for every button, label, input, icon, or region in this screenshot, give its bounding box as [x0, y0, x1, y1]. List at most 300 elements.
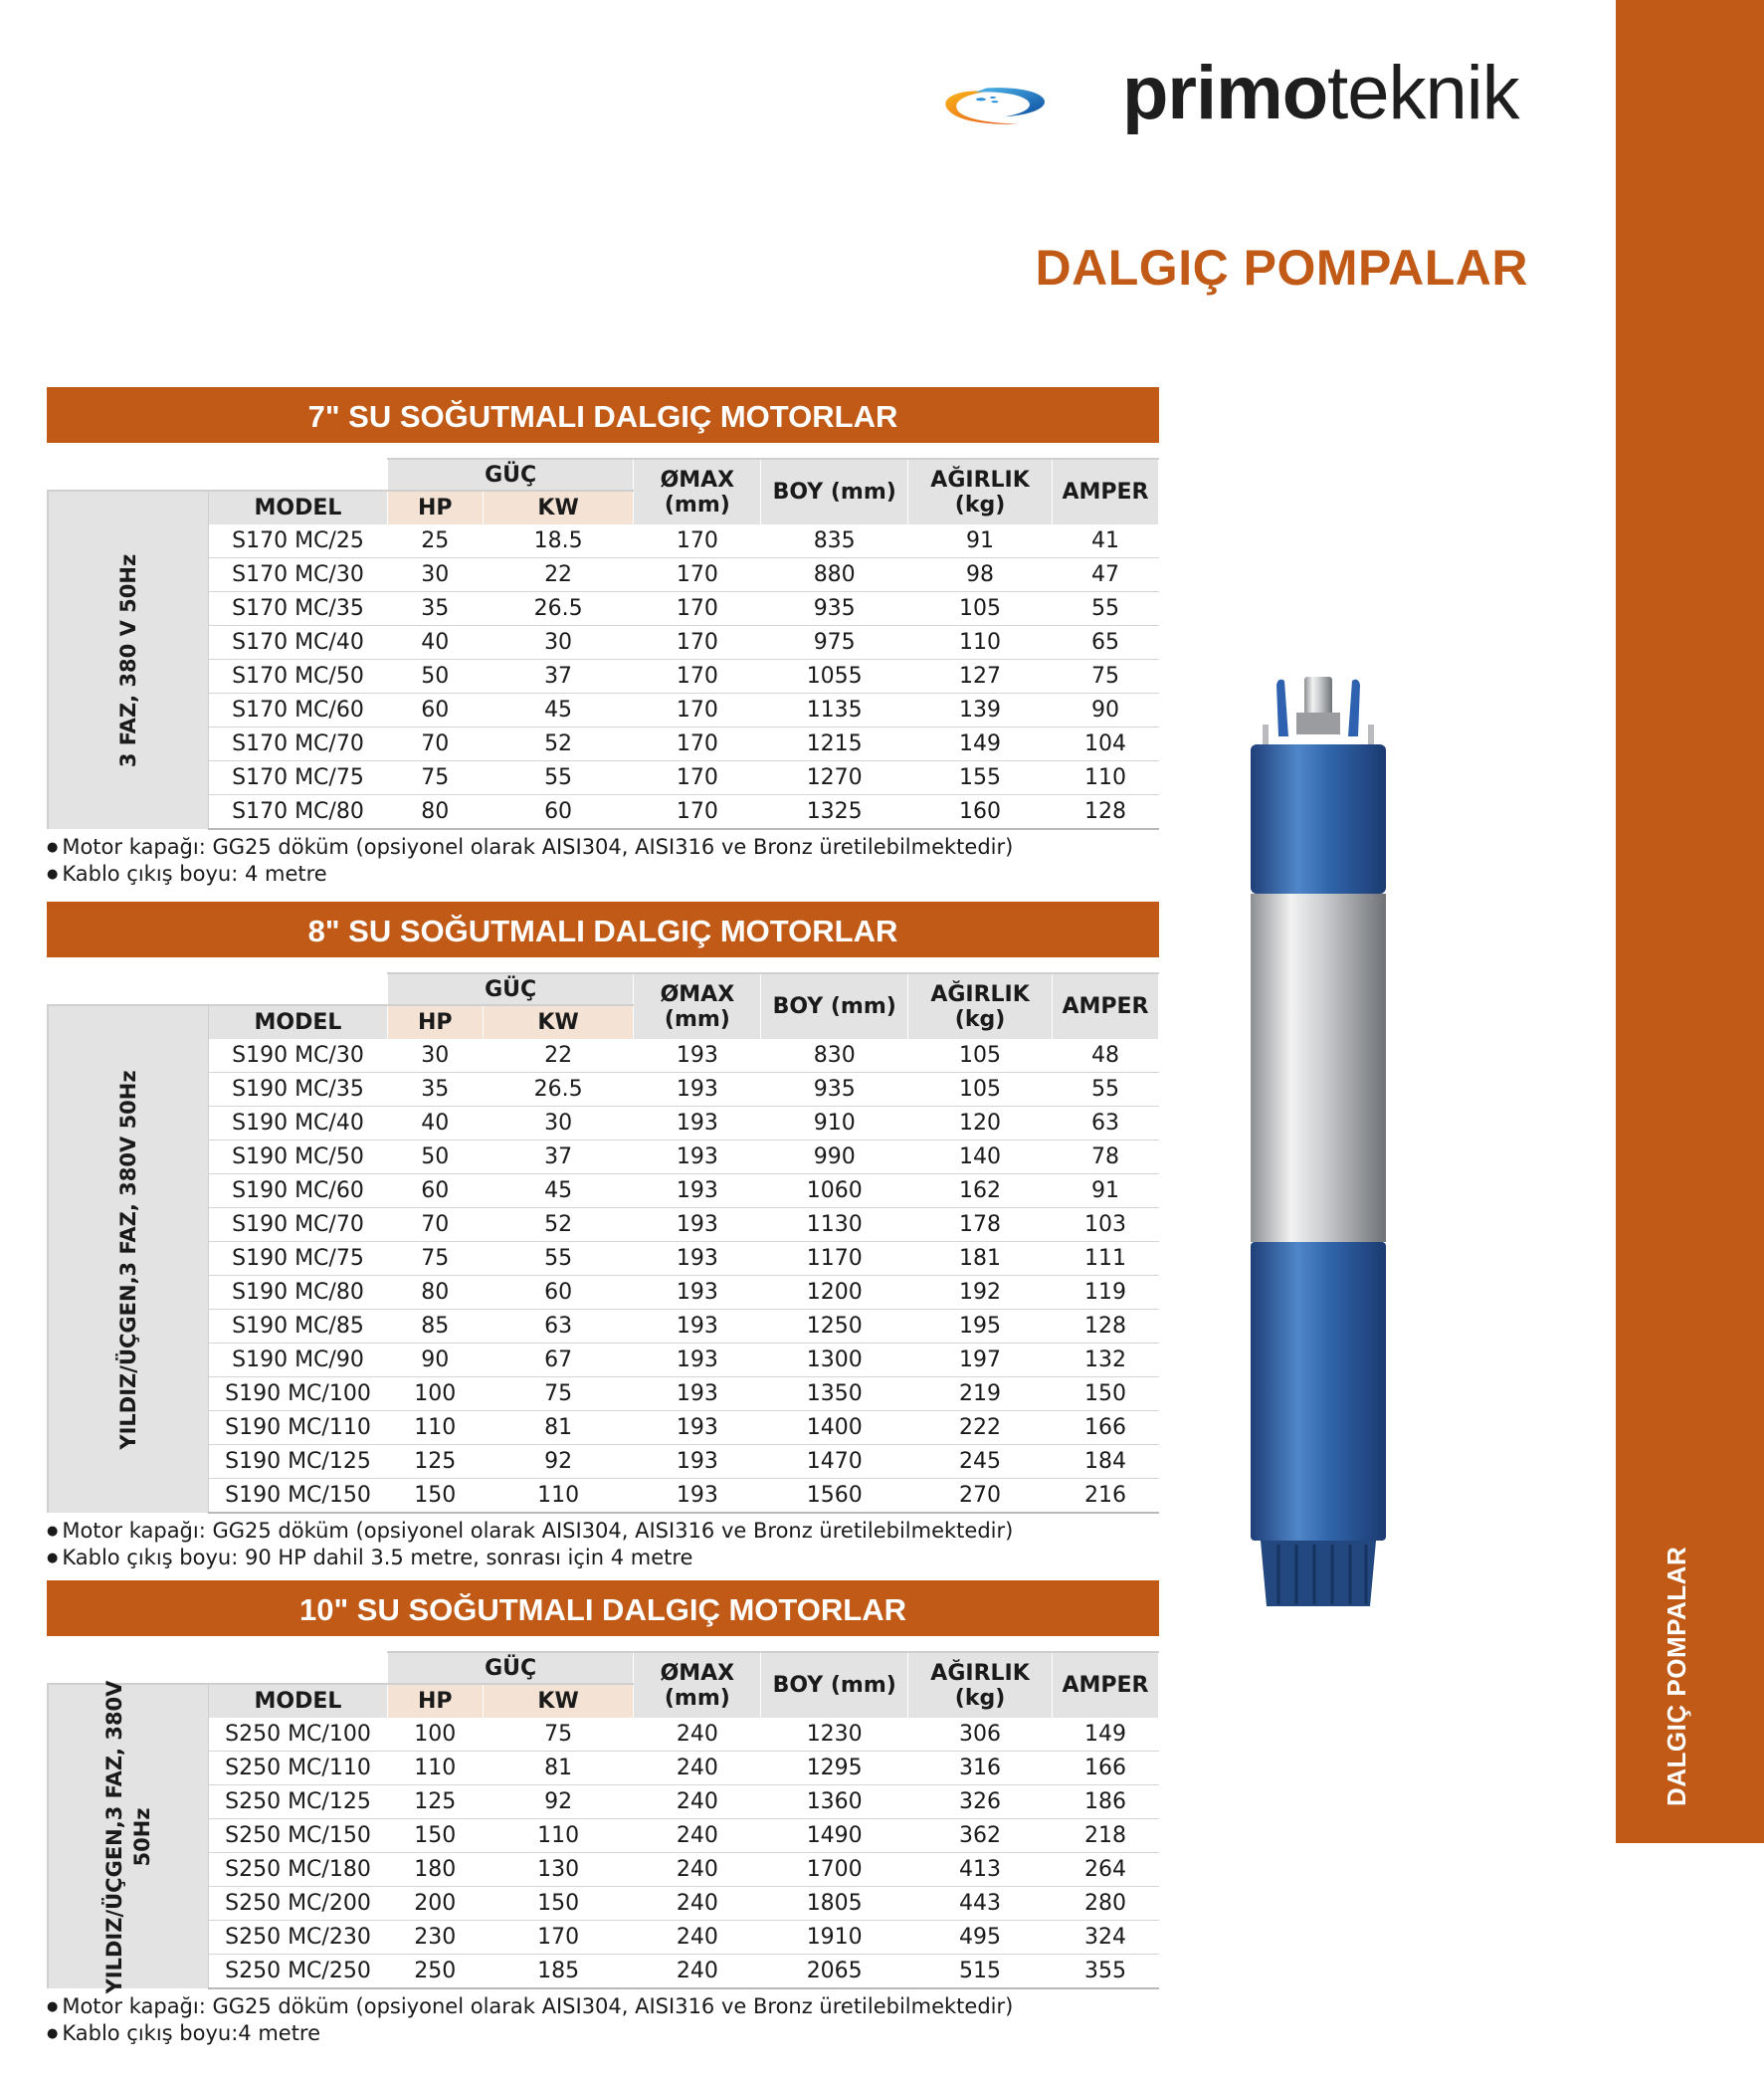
table-header-row — [48, 459, 1159, 491]
header-hp: HP — [387, 491, 483, 524]
brand-logo-icon — [935, 30, 1114, 189]
cell-amper: 150 — [1052, 1377, 1158, 1411]
motor-section-8inch — [47, 902, 1159, 1571]
table-row — [48, 1921, 1159, 1955]
cell-kw: 22 — [483, 558, 634, 592]
header-model: MODEL — [209, 1005, 388, 1039]
cell-agirlik: 316 — [908, 1752, 1053, 1785]
cell-omax: 193 — [634, 1107, 761, 1141]
table-row — [48, 626, 1159, 660]
cell-omax: 170 — [634, 592, 761, 626]
cell-boy: 830 — [761, 1039, 908, 1073]
cell-hp: 75 — [387, 1242, 483, 1276]
section-title: 8" SU SOĞUTMALI DALGIÇ MOTORLAR — [47, 902, 1159, 957]
cell-amper: 75 — [1052, 660, 1158, 694]
header-guc: GÜÇ — [387, 1652, 634, 1684]
cell-amper: 128 — [1052, 1310, 1158, 1344]
header-agirlik: AĞIRLIK (kg) — [908, 459, 1053, 524]
spec-table — [47, 458, 1159, 830]
cell-omax: 193 — [634, 1445, 761, 1479]
cell-boy: 1250 — [761, 1310, 908, 1344]
cell-agirlik: 155 — [908, 761, 1053, 795]
cell-boy: 1470 — [761, 1445, 908, 1479]
cell-agirlik: 306 — [908, 1718, 1053, 1752]
cell-amper: 47 — [1052, 558, 1158, 592]
voltage-label-cell — [48, 1680, 209, 1993]
cell-model: S170 MC/40 — [209, 626, 388, 660]
cell-hp: 150 — [387, 1819, 483, 1853]
table-row — [48, 1310, 1159, 1344]
cell-model: S190 MC/40 — [209, 1107, 388, 1141]
cell-amper: 103 — [1052, 1208, 1158, 1242]
cell-kw: 67 — [483, 1344, 634, 1377]
cell-omax: 193 — [634, 1479, 761, 1514]
header-hp: HP — [387, 1684, 483, 1718]
cell-boy: 1230 — [761, 1718, 908, 1752]
cell-boy: 910 — [761, 1107, 908, 1141]
cell-hp: 30 — [387, 1039, 483, 1073]
cell-hp: 100 — [387, 1718, 483, 1752]
cell-kw: 75 — [483, 1377, 634, 1411]
cell-amper: 91 — [1052, 1174, 1158, 1208]
cell-hp: 50 — [387, 1141, 483, 1174]
table-row — [48, 1107, 1159, 1141]
cell-kw: 92 — [483, 1445, 634, 1479]
table-row — [48, 1174, 1159, 1208]
cell-boy: 990 — [761, 1141, 908, 1174]
table-row — [48, 1887, 1159, 1921]
cell-kw: 81 — [483, 1411, 634, 1445]
cell-agirlik: 192 — [908, 1276, 1053, 1310]
table-row — [48, 1479, 1159, 1514]
cell-boy: 975 — [761, 626, 908, 660]
table-row — [48, 660, 1159, 694]
cell-agirlik: 270 — [908, 1479, 1053, 1514]
cell-kw: 55 — [483, 761, 634, 795]
cell-boy: 1130 — [761, 1208, 908, 1242]
cell-agirlik: 127 — [908, 660, 1053, 694]
cell-omax: 193 — [634, 1073, 761, 1107]
cell-omax: 240 — [634, 1853, 761, 1887]
header-agirlik: AĞIRLIK (kg) — [908, 1652, 1053, 1718]
cell-omax: 193 — [634, 1310, 761, 1344]
cell-model: S170 MC/25 — [209, 524, 388, 558]
cell-agirlik: 110 — [908, 626, 1053, 660]
cell-kw: 30 — [483, 1107, 634, 1141]
notes — [47, 1518, 1159, 1571]
table-header-row — [48, 973, 1159, 1005]
cell-amper: 355 — [1052, 1955, 1158, 1989]
table-row — [48, 1344, 1159, 1377]
cell-agirlik: 222 — [908, 1411, 1053, 1445]
cell-model: S190 MC/60 — [209, 1174, 388, 1208]
cell-model: S170 MC/50 — [209, 660, 388, 694]
voltage-label: YILDIZ/ÜÇGEN,3 FAZ, 380V 50Hz — [116, 1069, 141, 1450]
cell-model: S250 MC/100 — [209, 1718, 388, 1752]
cell-model: S190 MC/80 — [209, 1276, 388, 1310]
table-row — [48, 1445, 1159, 1479]
header-omax: ØMAX (mm) — [634, 1652, 761, 1718]
cell-agirlik: 181 — [908, 1242, 1053, 1276]
cell-kw: 170 — [483, 1921, 634, 1955]
cell-hp: 85 — [387, 1310, 483, 1344]
table-row — [48, 761, 1159, 795]
cell-amper: 324 — [1052, 1921, 1158, 1955]
cell-kw: 55 — [483, 1242, 634, 1276]
cell-kw: 60 — [483, 1276, 634, 1310]
table-row — [48, 1208, 1159, 1242]
cell-boy: 1325 — [761, 795, 908, 830]
cell-boy: 1215 — [761, 727, 908, 761]
table-row — [48, 1785, 1159, 1819]
table-row — [48, 592, 1159, 626]
header-agirlik: AĞIRLIK (kg) — [908, 973, 1053, 1039]
cell-hp: 25 — [387, 524, 483, 558]
cell-hp: 250 — [387, 1955, 483, 1989]
table-row — [48, 1853, 1159, 1887]
cell-model: S170 MC/75 — [209, 761, 388, 795]
cell-amper: 218 — [1052, 1819, 1158, 1853]
cell-amper: 111 — [1052, 1242, 1158, 1276]
cell-kw: 110 — [483, 1819, 634, 1853]
cell-omax: 193 — [634, 1141, 761, 1174]
cell-omax: 170 — [634, 626, 761, 660]
cell-omax: 170 — [634, 660, 761, 694]
cell-hp: 110 — [387, 1752, 483, 1785]
cell-boy: 2065 — [761, 1955, 908, 1989]
cell-hp: 125 — [387, 1445, 483, 1479]
table-header-row — [48, 1652, 1159, 1684]
cell-omax: 240 — [634, 1955, 761, 1989]
header-hp: HP — [387, 1005, 483, 1039]
voltage-label-cell — [48, 1005, 209, 1513]
cell-model: S170 MC/60 — [209, 694, 388, 727]
cell-model: S170 MC/80 — [209, 795, 388, 830]
cell-model: S170 MC/30 — [209, 558, 388, 592]
voltage-label — [100, 1680, 156, 1993]
cell-omax: 193 — [634, 1039, 761, 1073]
cell-hp: 70 — [387, 727, 483, 761]
note-item: ● Kablo çıkış boyu: 90 HP dahil 3.5 metre, sonrası için 4 metre — [47, 1545, 1159, 1571]
cell-amper: 184 — [1052, 1445, 1158, 1479]
cell-agirlik: 443 — [908, 1887, 1053, 1921]
header-kw: KW — [483, 1005, 634, 1039]
cell-amper: 264 — [1052, 1853, 1158, 1887]
notes — [47, 1993, 1159, 2047]
cell-omax: 240 — [634, 1921, 761, 1955]
cell-agirlik: 91 — [908, 524, 1053, 558]
table-row — [48, 524, 1159, 558]
cell-agirlik: 105 — [908, 1039, 1053, 1073]
table-row — [48, 1955, 1159, 1989]
cell-model: S190 MC/35 — [209, 1073, 388, 1107]
cell-omax: 170 — [634, 727, 761, 761]
cell-omax: 170 — [634, 694, 761, 727]
cell-agirlik: 195 — [908, 1310, 1053, 1344]
spec-table — [47, 972, 1159, 1514]
cell-agirlik: 98 — [908, 558, 1053, 592]
table-row — [48, 1141, 1159, 1174]
cell-amper: 55 — [1052, 1073, 1158, 1107]
cell-agirlik: 178 — [908, 1208, 1053, 1242]
cell-omax: 240 — [634, 1887, 761, 1921]
cell-boy: 1300 — [761, 1344, 908, 1377]
cell-model: S190 MC/150 — [209, 1479, 388, 1514]
cell-amper: 132 — [1052, 1344, 1158, 1377]
table-row — [48, 795, 1159, 830]
brand-light: teknik — [1327, 51, 1519, 135]
cell-agirlik: 140 — [908, 1141, 1053, 1174]
cell-model: S170 MC/70 — [209, 727, 388, 761]
table-row — [48, 1276, 1159, 1310]
cell-kw: 150 — [483, 1887, 634, 1921]
cell-amper: 186 — [1052, 1785, 1158, 1819]
cell-kw: 22 — [483, 1039, 634, 1073]
cell-omax: 170 — [634, 558, 761, 592]
cell-kw: 18.5 — [483, 524, 634, 558]
cell-hp: 35 — [387, 592, 483, 626]
cell-amper: 48 — [1052, 1039, 1158, 1073]
voltage-label-line: 50Hz — [130, 1806, 155, 1867]
cell-boy: 1055 — [761, 660, 908, 694]
cell-boy: 935 — [761, 592, 908, 626]
cell-boy: 1910 — [761, 1921, 908, 1955]
header-spacer — [48, 459, 209, 491]
cell-hp: 200 — [387, 1887, 483, 1921]
cell-amper: 65 — [1052, 626, 1158, 660]
side-label-text: DALGIÇ POMPALAR — [1662, 1546, 1691, 1806]
note-item: ● Kablo çıkış boyu: 4 metre — [47, 861, 1159, 888]
cell-model: S190 MC/125 — [209, 1445, 388, 1479]
cell-model: S190 MC/85 — [209, 1310, 388, 1344]
cell-omax: 240 — [634, 1752, 761, 1785]
cell-hp: 125 — [387, 1785, 483, 1819]
cell-kw: 75 — [483, 1718, 634, 1752]
header-amper: AMPER — [1052, 459, 1158, 524]
cell-boy: 1350 — [761, 1377, 908, 1411]
header-boy: BOY (mm) — [761, 459, 908, 524]
note-item: ● Kablo çıkış boyu:4 metre — [47, 2020, 1159, 2047]
cell-amper: 280 — [1052, 1887, 1158, 1921]
cell-kw: 63 — [483, 1310, 634, 1344]
cell-kw: 45 — [483, 1174, 634, 1208]
cell-kw: 37 — [483, 1141, 634, 1174]
cell-model: S190 MC/30 — [209, 1039, 388, 1073]
cell-model: S250 MC/110 — [209, 1752, 388, 1785]
header-kw: KW — [483, 1684, 634, 1718]
cell-amper: 90 — [1052, 694, 1158, 727]
cell-kw: 45 — [483, 694, 634, 727]
cell-boy: 1700 — [761, 1853, 908, 1887]
cell-kw: 110 — [483, 1479, 634, 1514]
cell-boy: 835 — [761, 524, 908, 558]
voltage-label-cell — [48, 491, 209, 829]
header-spacer — [48, 1652, 209, 1684]
cell-model: S190 MC/90 — [209, 1344, 388, 1377]
header-amper: AMPER — [1052, 1652, 1158, 1718]
table-row — [48, 1242, 1159, 1276]
cell-hp: 60 — [387, 1174, 483, 1208]
table-row — [48, 1718, 1159, 1752]
cell-hp: 100 — [387, 1377, 483, 1411]
cell-kw: 52 — [483, 1208, 634, 1242]
cell-boy: 880 — [761, 558, 908, 592]
brand-bold: primo — [1122, 51, 1328, 135]
cell-boy: 1400 — [761, 1411, 908, 1445]
cell-kw: 37 — [483, 660, 634, 694]
cell-agirlik: 197 — [908, 1344, 1053, 1377]
voltage-label: 3 FAZ, 380 V 50Hz — [116, 553, 141, 767]
cell-agirlik: 362 — [908, 1819, 1053, 1853]
note-item: ● Motor kapağı: GG25 döküm (opsiyonel olarak AISI304, AISI316 ve Bronz üretilebilmektedir) — [47, 834, 1159, 861]
cell-omax: 170 — [634, 761, 761, 795]
cell-boy: 1295 — [761, 1752, 908, 1785]
cell-hp: 80 — [387, 1276, 483, 1310]
table-row — [48, 727, 1159, 761]
cell-omax: 170 — [634, 795, 761, 830]
header-model: MODEL — [209, 1684, 388, 1718]
cell-boy: 1560 — [761, 1479, 908, 1514]
cell-omax: 193 — [634, 1377, 761, 1411]
cell-omax: 240 — [634, 1718, 761, 1752]
cell-hp: 35 — [387, 1073, 483, 1107]
cell-agirlik: 120 — [908, 1107, 1053, 1141]
cell-model: S250 MC/150 — [209, 1819, 388, 1853]
header-spacer — [209, 1652, 388, 1684]
cell-model: S250 MC/230 — [209, 1921, 388, 1955]
cell-agirlik: 149 — [908, 727, 1053, 761]
cell-hp: 90 — [387, 1344, 483, 1377]
cell-agirlik: 139 — [908, 694, 1053, 727]
cell-amper: 110 — [1052, 761, 1158, 795]
header-spacer — [209, 459, 388, 491]
cell-omax: 193 — [634, 1242, 761, 1276]
page-title: DALGIÇ POMPALAR — [1035, 240, 1528, 296]
cell-kw: 60 — [483, 795, 634, 830]
cell-hp: 80 — [387, 795, 483, 830]
cell-boy: 1200 — [761, 1276, 908, 1310]
header-model: MODEL — [209, 491, 388, 524]
cell-boy: 1060 — [761, 1174, 908, 1208]
table-row — [48, 558, 1159, 592]
cell-omax: 240 — [634, 1819, 761, 1853]
cell-amper: 41 — [1052, 524, 1158, 558]
cell-agirlik: 105 — [908, 1073, 1053, 1107]
cell-boy: 1360 — [761, 1785, 908, 1819]
cell-kw: 185 — [483, 1955, 634, 1989]
brand-wordmark — [1122, 50, 1519, 136]
header-boy: BOY (mm) — [761, 1652, 908, 1718]
cell-hp: 70 — [387, 1208, 483, 1242]
cell-amper: 63 — [1052, 1107, 1158, 1141]
cell-model: S250 MC/180 — [209, 1853, 388, 1887]
cell-agirlik: 495 — [908, 1921, 1053, 1955]
cell-omax: 193 — [634, 1411, 761, 1445]
cell-hp: 110 — [387, 1411, 483, 1445]
cell-agirlik: 219 — [908, 1377, 1053, 1411]
notes — [47, 834, 1159, 888]
cell-agirlik: 105 — [908, 592, 1053, 626]
table-row — [48, 694, 1159, 727]
cell-hp: 40 — [387, 1107, 483, 1141]
cell-model: S250 MC/200 — [209, 1887, 388, 1921]
table-row — [48, 1819, 1159, 1853]
cell-amper: 55 — [1052, 592, 1158, 626]
table-row — [48, 1411, 1159, 1445]
header-guc: GÜÇ — [387, 459, 634, 491]
voltage-label-line: YILDIZ/ÜÇGEN,3 FAZ, 380V — [102, 1680, 127, 1993]
section-title: 7" SU SOĞUTMALI DALGIÇ MOTORLAR — [47, 387, 1159, 443]
cell-model: S190 MC/70 — [209, 1208, 388, 1242]
cell-model: S170 MC/35 — [209, 592, 388, 626]
header-spacer — [48, 973, 209, 1005]
cell-hp: 40 — [387, 626, 483, 660]
spec-table — [47, 1651, 1159, 1993]
cell-hp: 50 — [387, 660, 483, 694]
cell-boy: 1270 — [761, 761, 908, 795]
cell-kw: 130 — [483, 1853, 634, 1887]
cell-kw: 26.5 — [483, 592, 634, 626]
cell-model: S250 MC/250 — [209, 1955, 388, 1989]
cell-agirlik: 160 — [908, 795, 1053, 830]
cell-omax: 193 — [634, 1174, 761, 1208]
cell-omax: 170 — [634, 524, 761, 558]
cell-model: S190 MC/50 — [209, 1141, 388, 1174]
cell-omax: 193 — [634, 1276, 761, 1310]
cell-kw: 30 — [483, 626, 634, 660]
cell-omax: 193 — [634, 1344, 761, 1377]
cell-amper: 104 — [1052, 727, 1158, 761]
header-omax: ØMAX (mm) — [634, 973, 761, 1039]
cell-amper: 166 — [1052, 1411, 1158, 1445]
cell-omax: 240 — [634, 1785, 761, 1819]
cell-omax: 193 — [634, 1208, 761, 1242]
submersible-motor-image — [1249, 677, 1388, 1612]
cell-model: S190 MC/100 — [209, 1377, 388, 1411]
cell-agirlik: 515 — [908, 1955, 1053, 1989]
section-title: 10" SU SOĞUTMALI DALGIÇ MOTORLAR — [47, 1580, 1159, 1636]
cell-kw: 92 — [483, 1785, 634, 1819]
header-amper: AMPER — [1052, 973, 1158, 1039]
table-row — [48, 1039, 1159, 1073]
cell-kw: 26.5 — [483, 1073, 634, 1107]
motor-section-7inch — [47, 387, 1159, 888]
cell-kw: 52 — [483, 727, 634, 761]
cell-hp: 60 — [387, 694, 483, 727]
cell-model: S250 MC/125 — [209, 1785, 388, 1819]
header-guc: GÜÇ — [387, 973, 634, 1005]
cell-agirlik: 326 — [908, 1785, 1053, 1819]
note-item: ● Motor kapağı: GG25 döküm (opsiyonel olarak AISI304, AISI316 ve Bronz üretilebilmektedir) — [47, 1518, 1159, 1545]
note-item: ● Motor kapağı: GG25 döküm (opsiyonel olarak AISI304, AISI316 ve Bronz üretilebilmektedir) — [47, 1993, 1159, 2020]
cell-hp: 30 — [387, 558, 483, 592]
cell-boy: 1135 — [761, 694, 908, 727]
header-boy: BOY (mm) — [761, 973, 908, 1039]
header-kw: KW — [483, 491, 634, 524]
cell-agirlik: 162 — [908, 1174, 1053, 1208]
header-omax: ØMAX (mm) — [634, 459, 761, 524]
cell-boy: 1805 — [761, 1887, 908, 1921]
header-spacer — [209, 973, 388, 1005]
cell-agirlik: 413 — [908, 1853, 1053, 1887]
motor-section-10inch — [47, 1580, 1159, 2047]
cell-model: S190 MC/75 — [209, 1242, 388, 1276]
cell-boy: 935 — [761, 1073, 908, 1107]
cell-amper: 119 — [1052, 1276, 1158, 1310]
cell-amper: 166 — [1052, 1752, 1158, 1785]
table-row — [48, 1752, 1159, 1785]
table-row — [48, 1377, 1159, 1411]
